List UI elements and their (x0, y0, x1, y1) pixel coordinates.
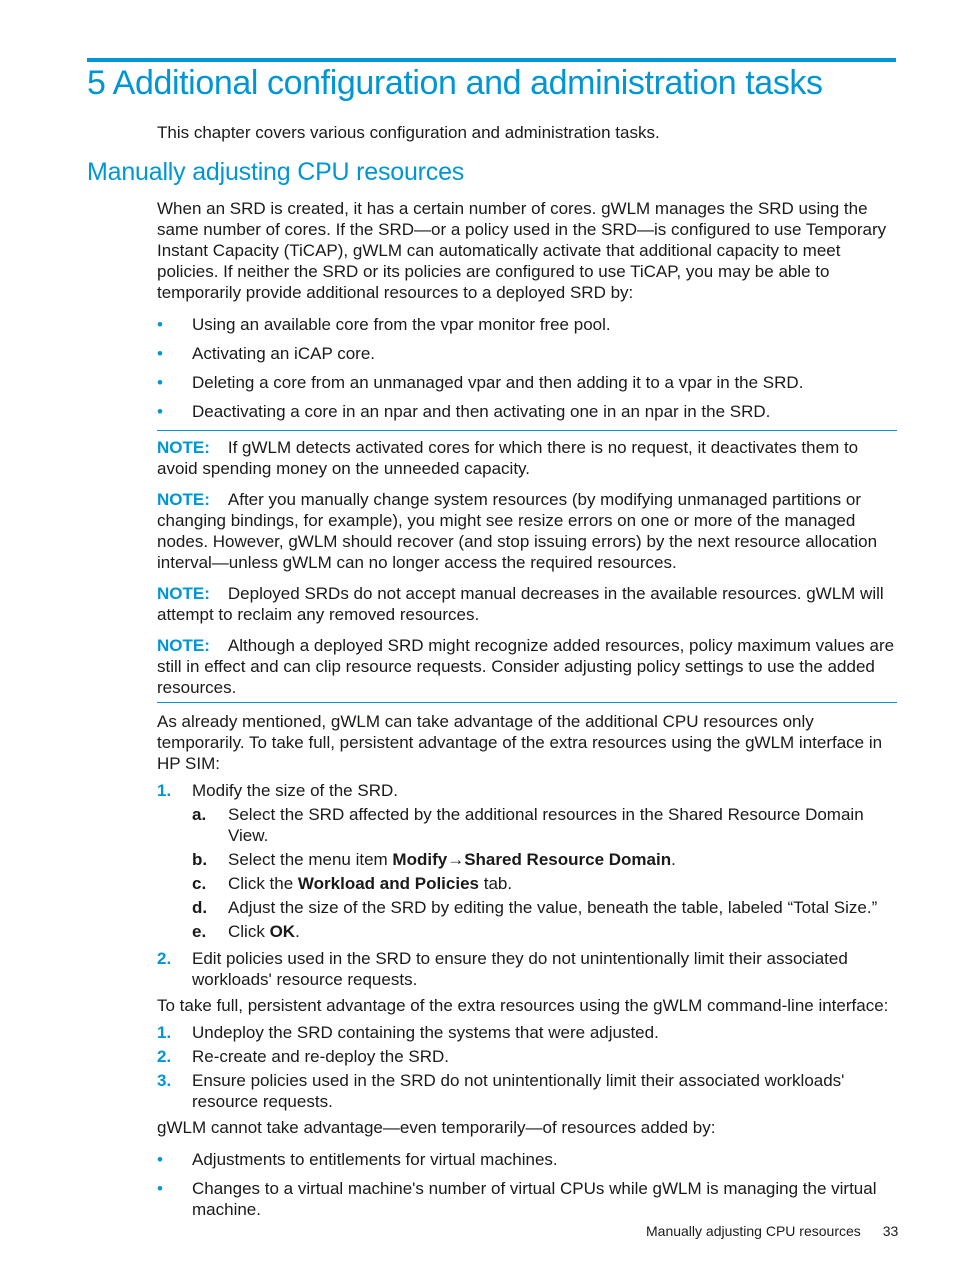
list-item: • Activating an iCAP core. (157, 344, 375, 363)
list-item: • Deactivating a core in an npar and then activating one in an npar in the SRD. (157, 402, 771, 421)
paragraph-cli-procedure: To take full, persistent advantage of the extra resources using the gWLM command-line interface: (157, 996, 889, 1015)
tab-name: Workload and Policies (297, 874, 479, 893)
note: NOTE: After you manually change system resources (by modifying unmanaged partitions or changing bindings, for example), you might see resize errors on one or more of the managed nodes. However, gWLM should recover (and stop issuing errors) by the next resource allocation interval—unless gWLM can no longer access the required resources. (157, 490, 878, 572)
step: 1. Modify the size of the SRD. a. Select the SRD affected by the additional resources in the Shared Resource Domain View. b. Select the menu item Modify→Shared Resource Domain. c. Click the Workload and Policies tab. d. Adjust the size of the SRD by editing the value, beneath the table, labeled “Total Size.” e. Click OK. (157, 780, 897, 942)
note: NOTE: Deployed SRDs do not accept manual decreases in the available resources. gWLM will attempt to reclaim any removed resources. (157, 584, 884, 624)
chapter-intro: This chapter covers various configuration and administration tasks. (157, 123, 660, 142)
step: 1. Undeploy the SRD containing the systems that were adjusted. (157, 1023, 659, 1042)
sub-step-letter: c. (192, 874, 207, 893)
button-name-ok: OK (269, 922, 296, 941)
bullet-icon: • (157, 344, 163, 363)
sub-step: c. Click the Workload and Policies tab. (192, 874, 513, 893)
notes-block (157, 430, 897, 703)
arrow-icon: → (447, 850, 465, 869)
list-item: • Adjustments to entitlements for virtual machines. (157, 1150, 558, 1169)
sub-step: e. Click OK. (192, 922, 300, 941)
page-number: 33 (882, 1223, 899, 1239)
paragraph-limitations: gWLM cannot take advantage—even temporarily—of resources added by: (157, 1118, 716, 1137)
bullet-icon: • (157, 315, 163, 334)
note-label: NOTE: (157, 584, 210, 603)
paragraph-gui-procedure: As already mentioned, gWLM can take advantage of the additional CPU resources only temporarily. To take full, persistent advantage of the extra resources using the gWLM interface in HP SIM: (157, 712, 883, 773)
note: NOTE: If gWLM detects activated cores for which there is no request, it deactivates them to avoid spending money on the unneeded capacity. (157, 438, 859, 478)
bullet-icon: • (157, 1150, 163, 1169)
step-number: 3. (157, 1071, 172, 1090)
gui-steps-list (157, 780, 897, 990)
list-item: • Deleting a core from an unmanaged vpar and then adding it to a vpar in the SRD. (157, 373, 804, 392)
step-number: 2. (157, 1047, 172, 1066)
note-label: NOTE: (157, 438, 210, 457)
menu-name-modify: Modify (392, 850, 448, 869)
section-title: Manually adjusting CPU resources (87, 158, 465, 186)
sub-steps-list (192, 804, 897, 942)
sub-step-letter: e. (192, 922, 207, 941)
bullet-icon: • (157, 402, 163, 421)
step-number: 2. (157, 949, 172, 968)
resource-methods-list (157, 314, 897, 422)
paragraph-srd-intro: When an SRD is created, it has a certain number of cores. gWLM manages the SRD using the same number of cores. If the SRD—or a policy used in the SRD—is configured to use Temporary Instant Capacity (TiCAP), gWLM can automatically activate that additional capacity to meet policies. If neither the SRD or its policies are configured to use TiCAP, you may be able to temporarily provide additional resources to a deployed SRD by: (157, 199, 887, 302)
sub-step: d. Adjust the size of the SRD by editing the value, beneath the table, labeled “Total Size.” (192, 898, 878, 917)
chapter-title: 5 Additional configuration and administration tasks (87, 64, 823, 102)
cli-steps-list (157, 1022, 897, 1112)
step: 2. Edit policies used in the SRD to ensure they do not unintentionally limit their associated workloads' resource requests. (157, 949, 848, 989)
step-number: 1. (157, 1023, 172, 1042)
bullet-icon: • (157, 373, 163, 392)
sub-step-letter: d. (192, 898, 208, 917)
limitations-list (157, 1149, 897, 1220)
sub-step-letter: a. (192, 805, 207, 824)
list-item: • Using an available core from the vpar monitor free pool. (157, 315, 611, 334)
sub-step: b. Select the menu item Modify→Shared Resource Domain. (192, 850, 676, 869)
step: 3. Ensure policies used in the SRD do not unintentionally limit their associated workloads' resource requests. (157, 1071, 845, 1111)
chapter-top-rule (87, 58, 896, 62)
page-footer (646, 1223, 898, 1239)
bullet-icon: • (157, 1179, 163, 1198)
note-label: NOTE: (157, 636, 210, 655)
sub-step-letter: b. (192, 850, 208, 869)
step-number: 1. (157, 781, 172, 800)
section-body (157, 198, 897, 1228)
menu-name-shared-resource-domain: Shared Resource Domain (464, 850, 672, 869)
footer-section-title: Manually adjusting CPU resources (646, 1223, 861, 1239)
list-item: • Changes to a virtual machine's number of virtual CPUs while gWLM is managing the virtual machine. (157, 1179, 877, 1219)
step: 2. Re-create and re-deploy the SRD. (157, 1047, 450, 1066)
sub-step: a. Select the SRD affected by the additional resources in the Shared Resource Domain View. (192, 805, 864, 845)
note: NOTE: Although a deployed SRD might recognize added resources, policy maximum values are still in effect and can clip resource requests. Consider adjusting policy settings to use the added resources. (157, 636, 895, 697)
note-label: NOTE: (157, 490, 210, 509)
